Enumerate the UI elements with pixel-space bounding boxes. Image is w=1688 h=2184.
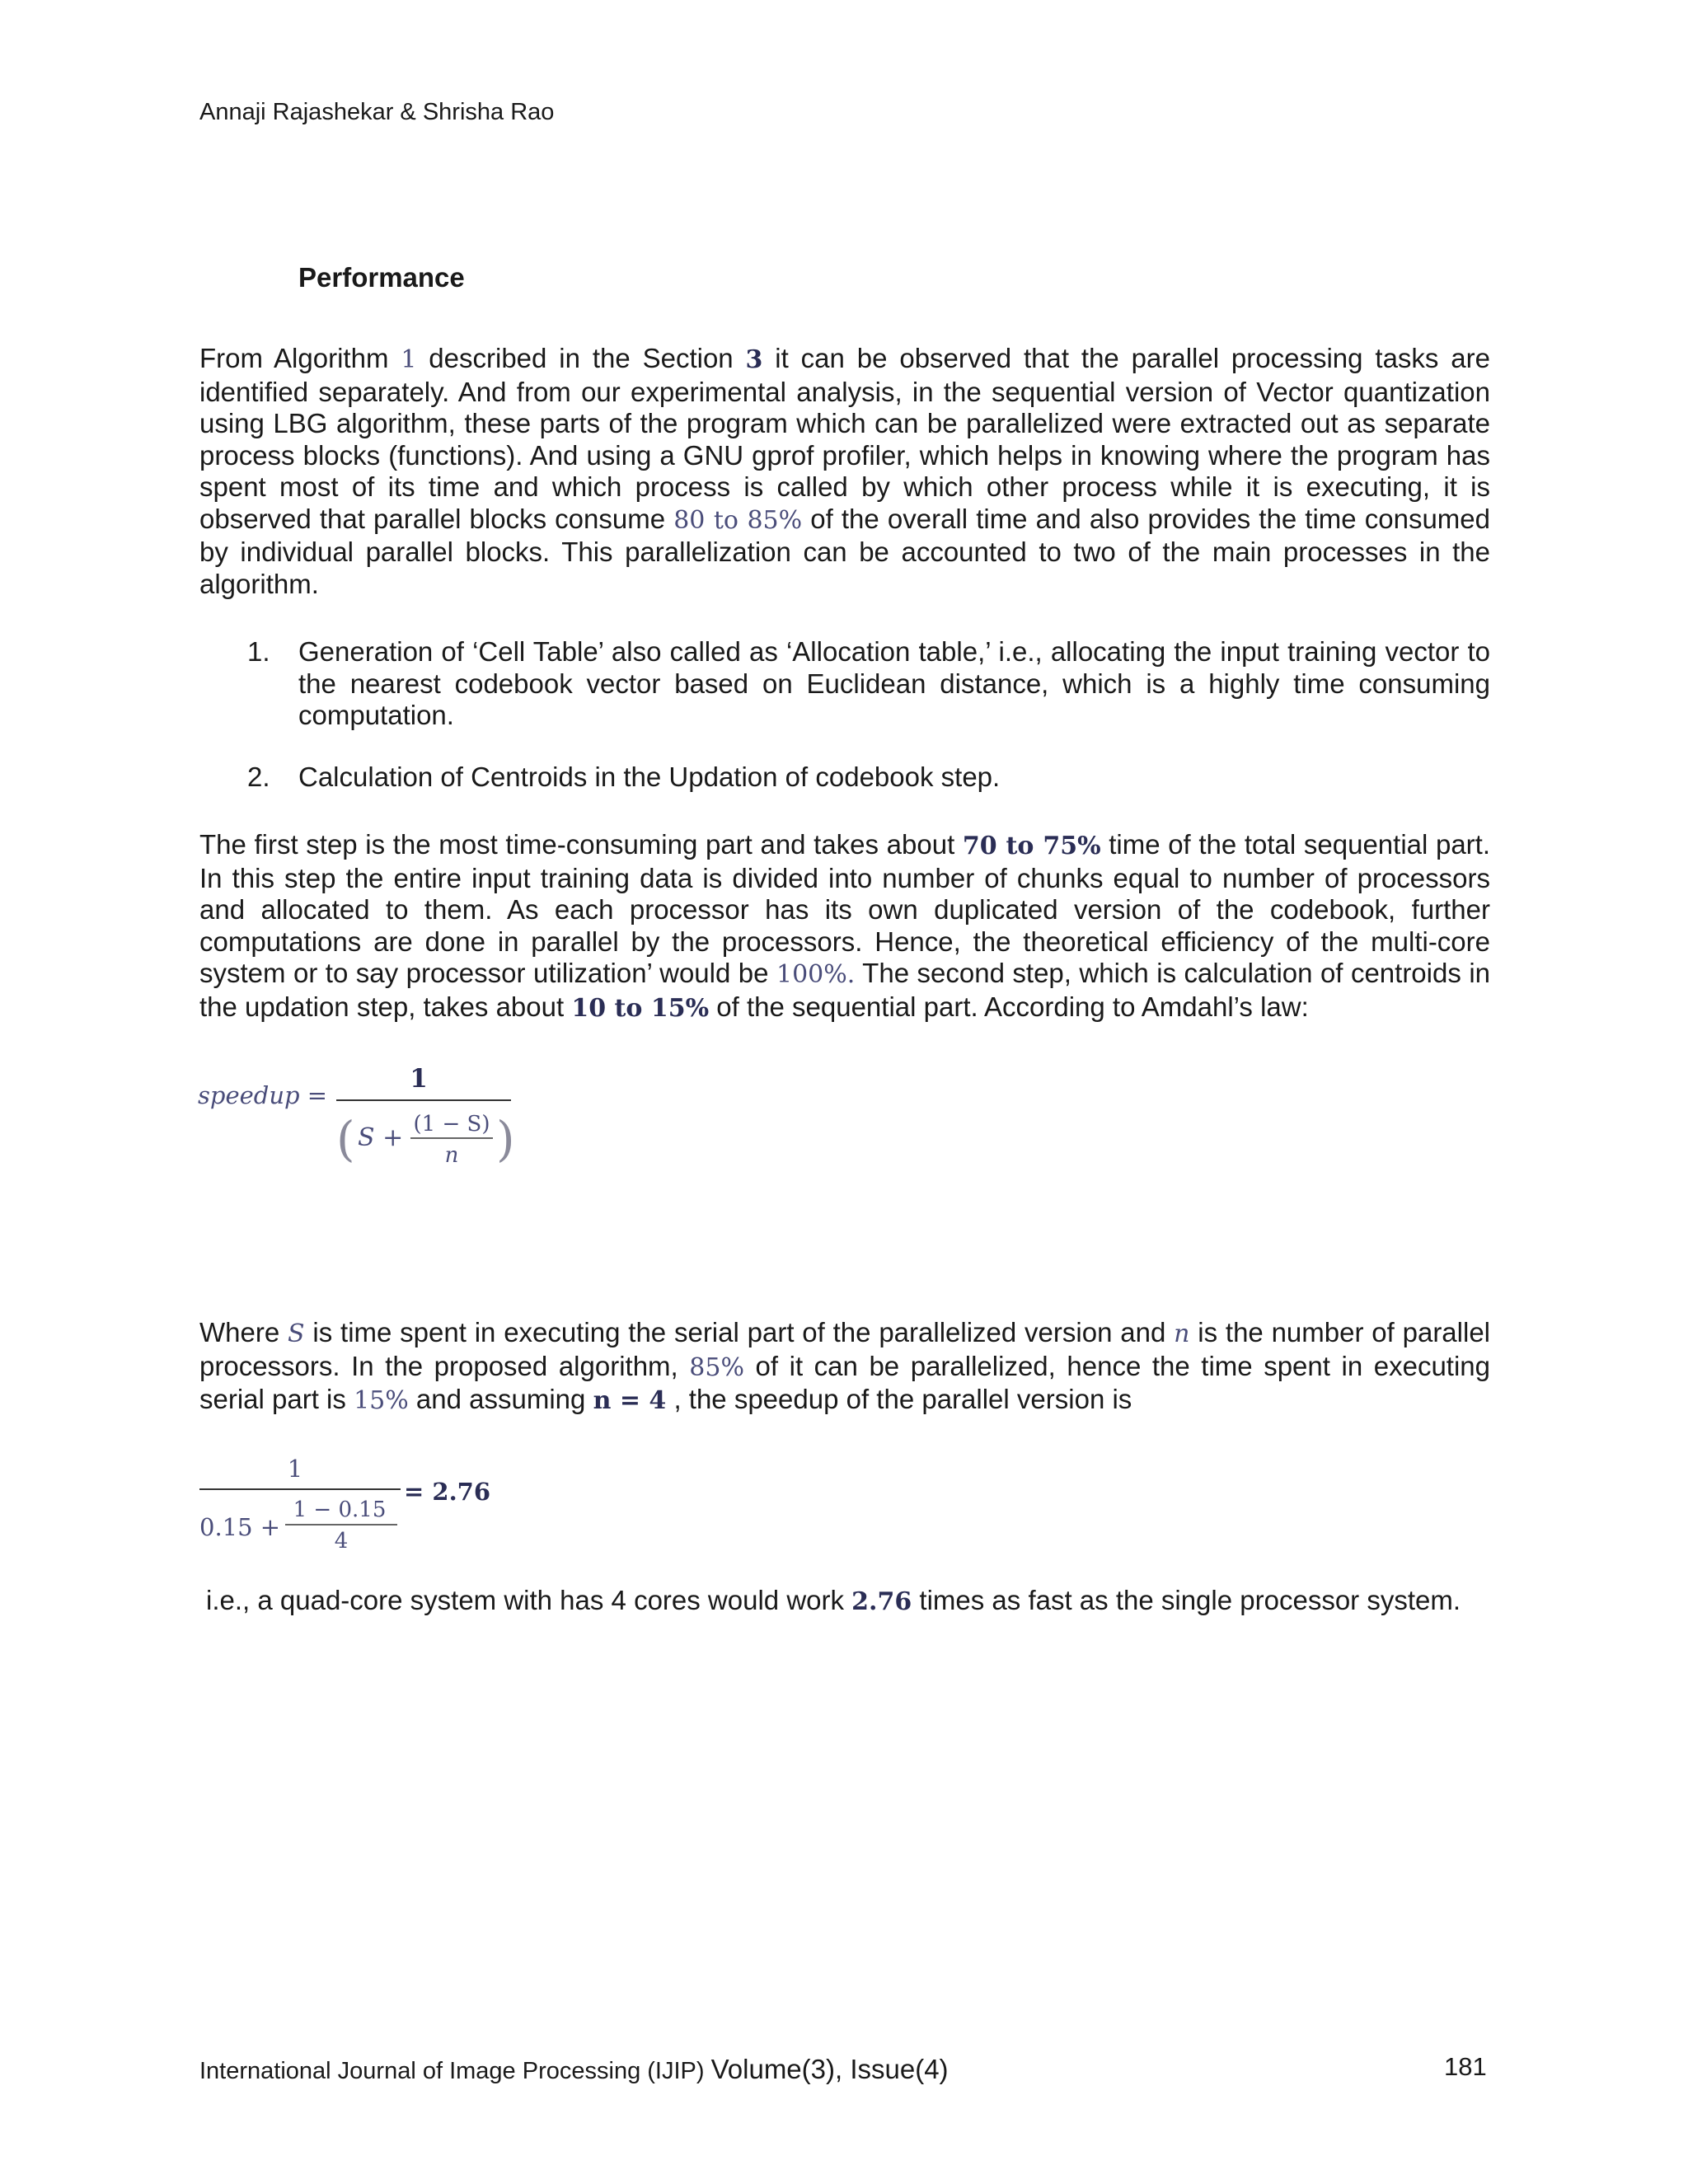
text: is the number of parallel processors. In the proposed algorithm, [199, 1317, 1491, 1381]
inline-math: n [1174, 1319, 1190, 1348]
close-paren: ) [496, 1111, 515, 1167]
paragraph-intro [199, 343, 1490, 600]
list-item [247, 636, 1490, 732]
list-item-text: Generation of ‘Cell Table’ also called as ‘Allocation table,’ i.e., allocating the input training vector to the nearest codebook vector based on Euclidean distance, which is a highly time consuming computation. [298, 636, 1490, 730]
text: of it can be parallelized, hence the time spent in executing serial part is [199, 1350, 1491, 1414]
inline-math: 80 to 85% [673, 505, 803, 535]
text: , the speedup of the parallel version is [666, 1384, 1132, 1414]
list-item-number: 2. [247, 762, 270, 792]
inline-math: 100%. [776, 960, 856, 989]
equation-speedup-calculation [196, 1451, 526, 1558]
list-item-number: 1. [247, 636, 270, 667]
text: The second step, which is calculation of centroids in the updation step, takes about [199, 958, 1491, 1022]
equation-amdahl [196, 1057, 526, 1188]
inline-math: 10 to 15% [571, 993, 710, 1023]
inner-denominator: 4 [334, 1529, 349, 1554]
text: i.e., a quad-core system with has 4 cores would work [206, 1585, 852, 1615]
equation-result: = 2.76 [404, 1478, 491, 1506]
equation-serial: 0.15 + [199, 1513, 281, 1541]
list-item [247, 762, 1490, 794]
text: it can be observed that the parallel processing tasks are identified separately. And from our experimental analysis, in the sequential version of Vector quantization using LBG algorithm, these parts of the program which can be parallelized were extracted out as separate process blocks (functions). And using a GNU gprof profiler, which helps in knowing where the program has spent most of its time and which process is called by which other process while it is executing, it is observed that parallel blocks consume [199, 343, 1490, 534]
inner-numerator: (1 − S) [413, 1112, 490, 1137]
equation-numerator: 1 [410, 1064, 428, 1094]
equation-numerator: 1 [287, 1455, 303, 1483]
text: time of the total sequential part. In this step the entire input training data is divided into number of chunks equal to number of processors and allocated to them. As each processor has its own duplicated version of the codebook, further computations are done in parallel by the processors. Hence, the theoretical efficiency of the multi-core system or to say processor utilization’ would be [199, 829, 1490, 988]
open-paren: ( [336, 1111, 355, 1167]
inline-math: 3 [745, 345, 763, 374]
equation-lhs: speedup = [198, 1081, 328, 1109]
text: of the overall time and also provides the time consumed by individual parallel blocks. This parallelization can be accounted to two of the main processes in the algorithm. [199, 503, 1491, 599]
inline-math: 85% [689, 1352, 744, 1382]
inline-math: 70 to 75% [962, 832, 1101, 860]
inline-math: 1 [401, 345, 417, 374]
conclusion-line [206, 1585, 1461, 1619]
paragraph-where [199, 1317, 1490, 1418]
inner-denominator: n [444, 1143, 459, 1168]
page-number: 181 [1444, 2052, 1487, 2081]
text: times as fast as the single processor system. [912, 1585, 1461, 1615]
inline-math: S [288, 1319, 305, 1348]
list-item-text: Calculation of Centroids in the Updation of codebook step. [298, 762, 1001, 792]
text: of the sequential part. According to Amdahl’s law: [709, 991, 1309, 1022]
section-title: Performance [298, 262, 465, 293]
journal-name: International Journal of Image Processing (IJIP) [199, 2058, 711, 2084]
text: described in the Section [416, 343, 746, 373]
text: is time spent in executing the serial part of the parallelized version and [304, 1317, 1175, 1347]
text: Where [199, 1317, 288, 1347]
text: and assuming [408, 1384, 593, 1414]
equation-s: S + [358, 1123, 404, 1152]
inner-numerator: 1 − 0.15 [293, 1497, 387, 1522]
inline-math: n = 4 [593, 1386, 667, 1415]
journal-volume: Volume(3), Issue(4) [710, 2054, 949, 2084]
footer-journal [199, 2054, 949, 2085]
running-head-authors: Annaji Rajashekar & Shrisha Rao [199, 99, 555, 125]
inline-math: 2.76 [851, 1587, 912, 1616]
inline-math: 15% [354, 1386, 409, 1415]
text: The first step is the most time-consuming part and takes about [199, 829, 963, 860]
paragraph-first-step [199, 829, 1490, 1024]
text: From Algorithm [199, 343, 401, 373]
